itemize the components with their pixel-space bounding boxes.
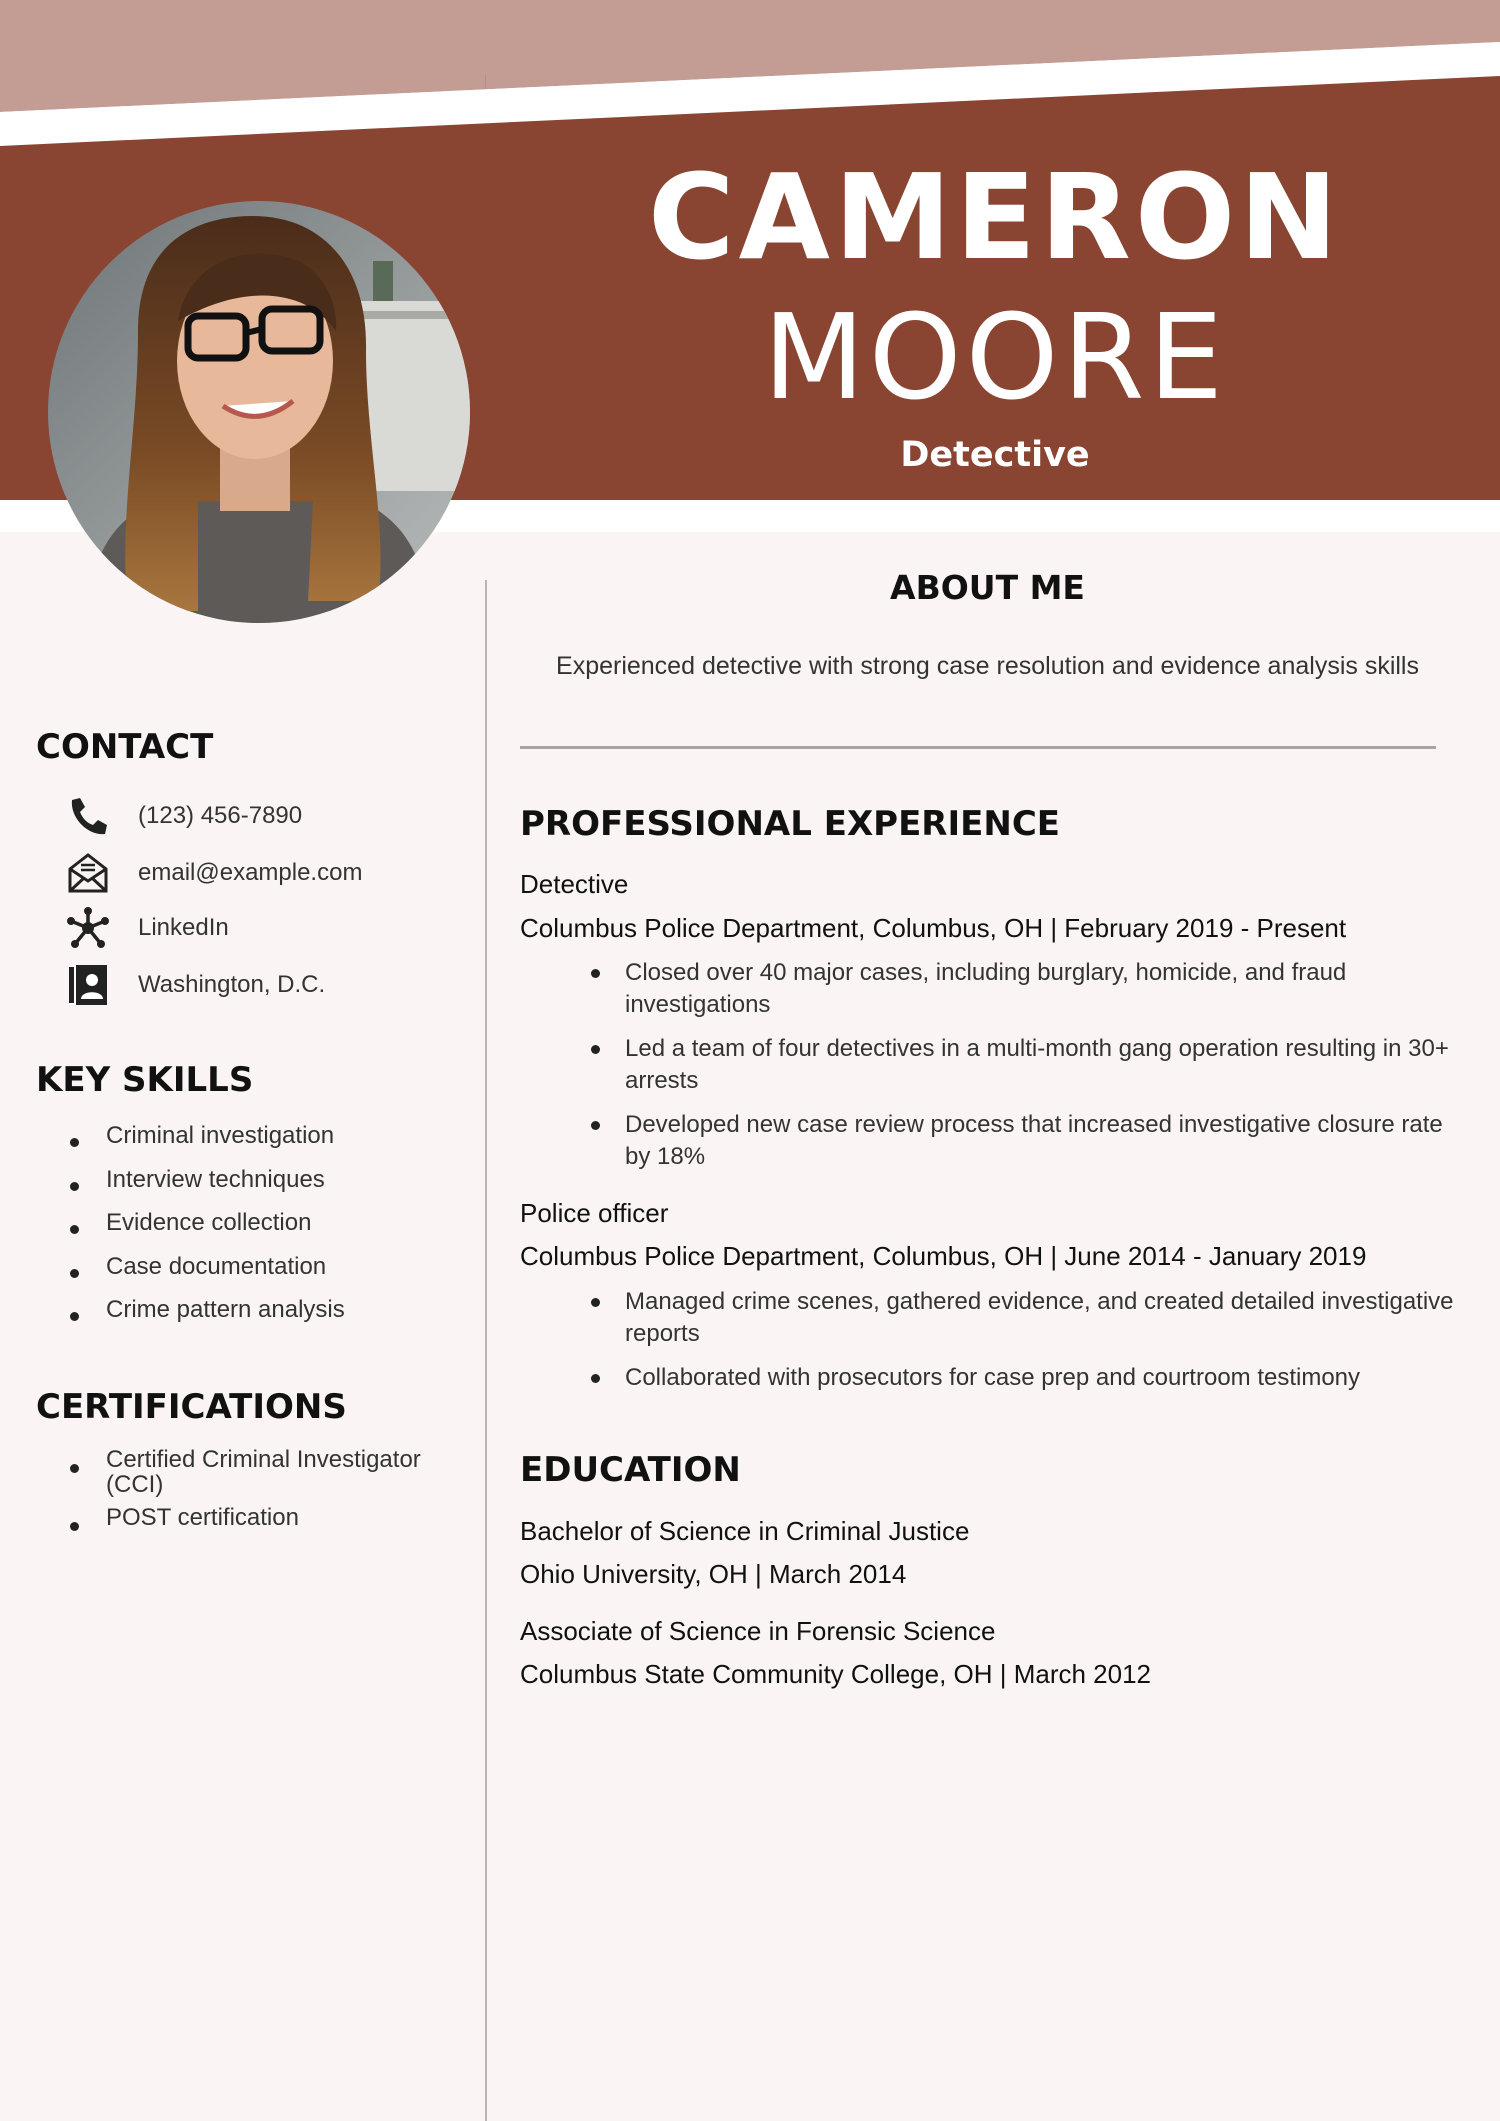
section-rule	[520, 746, 1436, 749]
duty-item: Closed over 40 major cases, including burglary, homicide, and fraud investigations	[591, 957, 1471, 1021]
skills-heading: KEY SKILLS	[36, 1060, 254, 1100]
email-text: email@example.com	[138, 859, 363, 886]
profile-photo	[48, 201, 470, 623]
skill-item: Crime pattern analysis	[70, 1296, 450, 1340]
job-role: Detective	[520, 869, 629, 899]
linkedin-text: LinkedIn	[138, 914, 229, 941]
degree-title: Bachelor of Science in Criminal Justice	[520, 1516, 970, 1546]
duty-item: Led a team of four detectives in a multi-month gang operation resulting in 30+ arrests	[591, 1033, 1471, 1097]
about-heading: ABOUT ME	[890, 568, 1085, 607]
certification-item: Certified Criminal Investigator (CCI)	[70, 1447, 450, 1497]
degree-school: Ohio University, OH | March 2014	[520, 1559, 907, 1589]
column-divider-top	[485, 75, 486, 89]
envelope-icon	[66, 851, 110, 895]
first-name: CAMERON	[648, 148, 1342, 286]
phone-icon	[66, 794, 110, 838]
contact-heading: CONTACT	[36, 727, 214, 767]
skill-item: Criminal investigation	[70, 1122, 450, 1166]
education-heading: EDUCATION	[520, 1450, 741, 1490]
contact-phone	[66, 794, 466, 838]
skill-item: Interview techniques	[70, 1166, 450, 1210]
skill-item: Case documentation	[70, 1253, 450, 1297]
job-duties	[591, 1286, 1471, 1406]
duty-item: Managed crime scenes, gathered evidence, and created detailed investigative reports	[591, 1286, 1471, 1350]
certifications-list	[70, 1447, 450, 1538]
job-org: Columbus Police Department, Columbus, OH | February 2019 - Present	[520, 913, 1347, 943]
phone-text: (123) 456-7890	[138, 802, 303, 829]
duty-item: Developed new case review process that increased investigative closure rate by 18%	[591, 1109, 1471, 1173]
certification-item: POST certification	[70, 1505, 450, 1530]
location-text: Washington, D.C.	[138, 971, 326, 998]
about-text: Experienced detective with strong case resolution and evidence analysis skills	[556, 652, 1419, 680]
contact-email	[66, 851, 466, 895]
experience-heading: PROFESSIONAL EXPERIENCE	[520, 804, 1060, 844]
contact-location	[66, 963, 466, 1007]
job-org: Columbus Police Department, Columbus, OH | June 2014 - January 2019	[520, 1241, 1367, 1271]
duty-item: Collaborated with prosecutors for case prep and courtroom testimony	[591, 1362, 1471, 1394]
contact-linkedin	[66, 906, 466, 950]
degree-school: Columbus State Community College, OH | March 2012	[520, 1659, 1152, 1689]
skills-list	[70, 1122, 450, 1340]
degree-title: Associate of Science in Forensic Science	[520, 1616, 996, 1646]
address-card-icon	[66, 963, 110, 1007]
job-title: Detective	[900, 435, 1090, 475]
column-divider	[485, 580, 487, 2121]
skill-item: Evidence collection	[70, 1209, 450, 1253]
job-role: Police officer	[520, 1198, 669, 1228]
last-name: MOORE	[762, 288, 1228, 426]
certifications-heading: CERTIFICATIONS	[36, 1387, 347, 1427]
job-duties	[591, 957, 1471, 1185]
network-icon	[66, 906, 110, 950]
